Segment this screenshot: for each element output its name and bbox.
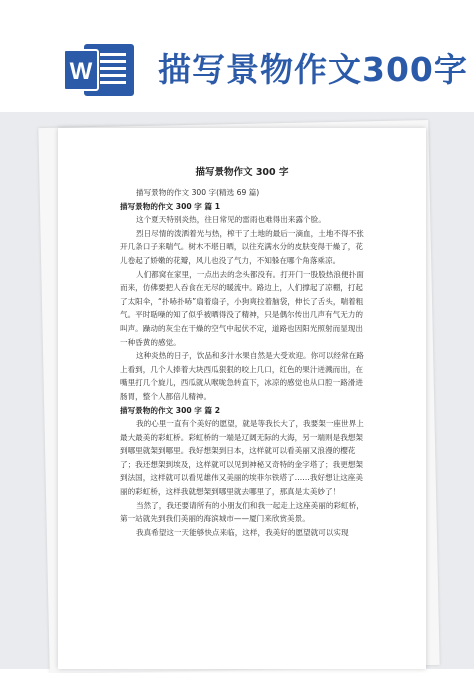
paragraph: 这种炎热的日子，饮品和多汁水果自然是大受欢迎。你可以经常在路上看到，几个人捧着大块西瓜狠狠的咬上几口，红色的果汁迸溅而出，在嘴里打几个旋儿，西瓜就从喉咙急转直下，冰凉的感觉也从口腔一路滑进肠胃，整个人都倍儿精神。 <box>120 351 364 401</box>
document-body <box>120 186 368 539</box>
banner <box>0 0 474 120</box>
paragraph: 人们都窝在家里，一点出去的念头都没有。打开门一股股热浪便扑面而来，仿佛要把人吞食在无尽的暖流中。路边上，人们撑起了凉棚，打起了太阳伞，“扑哧扑哧”扇着扇子，小狗爽拉着脑袋，伸长了舌头，喘着粗气。平时聒噪的知了似乎被晒得没了精神，只是偶尔传出几声有气无力的叫声。躁动的灰尘在干燥的空气中起伏不定，道路也因阳光照射而显现出一种昏黄的感觉。 <box>120 269 364 347</box>
document-title: 描写景物作文 300 字 <box>195 167 289 178</box>
paragraph: 我真希望这一天能够快点来临，这样，我美好的愿望就可以实现 <box>136 527 349 537</box>
paragraph: 当然了，我还要请所有的小朋友们和我一起走上这座美丽的彩虹桥，第一站就先到我们美丽的海滨城市——厦门来欣赏美景。 <box>120 500 364 524</box>
document-page <box>58 128 426 669</box>
word-doc-icon <box>62 40 138 100</box>
paragraph: 我的心里一直有个美好的愿望，就是等我长大了，我要架一座世界上最大最美的彩虹桥。彩虹桥的一端是辽阔无际的大海，另一端则是我想架到哪里就架到哪里。我好想架到日本，这样就可以看美丽又浪漫的樱花了；我还想架到埃及，这样就可以见到神秘又奇特的金字塔了；我更想架到法国，这样就可以看见雄伟又美丽的埃菲尔铁塔了……我好想让这座美丽的彩虹桥，这样我就想架到哪里就去哪里了，那真是太美妙了！ <box>120 419 364 497</box>
section-heading: 描写景物的作文 300 字 篇 2 <box>120 405 221 415</box>
page-title: 描写景物作文300字 <box>158 50 468 89</box>
paragraph: 烈日尽情的泼洒着光与热，榨干了土地的最后一滴血，土地不得不张开几条口子来喘气。树木不堪日晒，以往充满水分的皮肤变得干燥了，花儿卷起了娇嫩的花瓣，风儿也没了气力，不知躲在哪个角落乘凉。 <box>120 228 364 265</box>
section-heading: 描写景物的作文 300 字 篇 1 <box>120 201 221 211</box>
paragraph: 这个夏天特别炎热，往日常见的雷雨也难得出来露个脸。 <box>136 215 326 225</box>
word-icon-letter: W <box>69 58 93 85</box>
document-meta: 描写景物的作文 300 字(精选 69 篇) <box>136 188 260 197</box>
